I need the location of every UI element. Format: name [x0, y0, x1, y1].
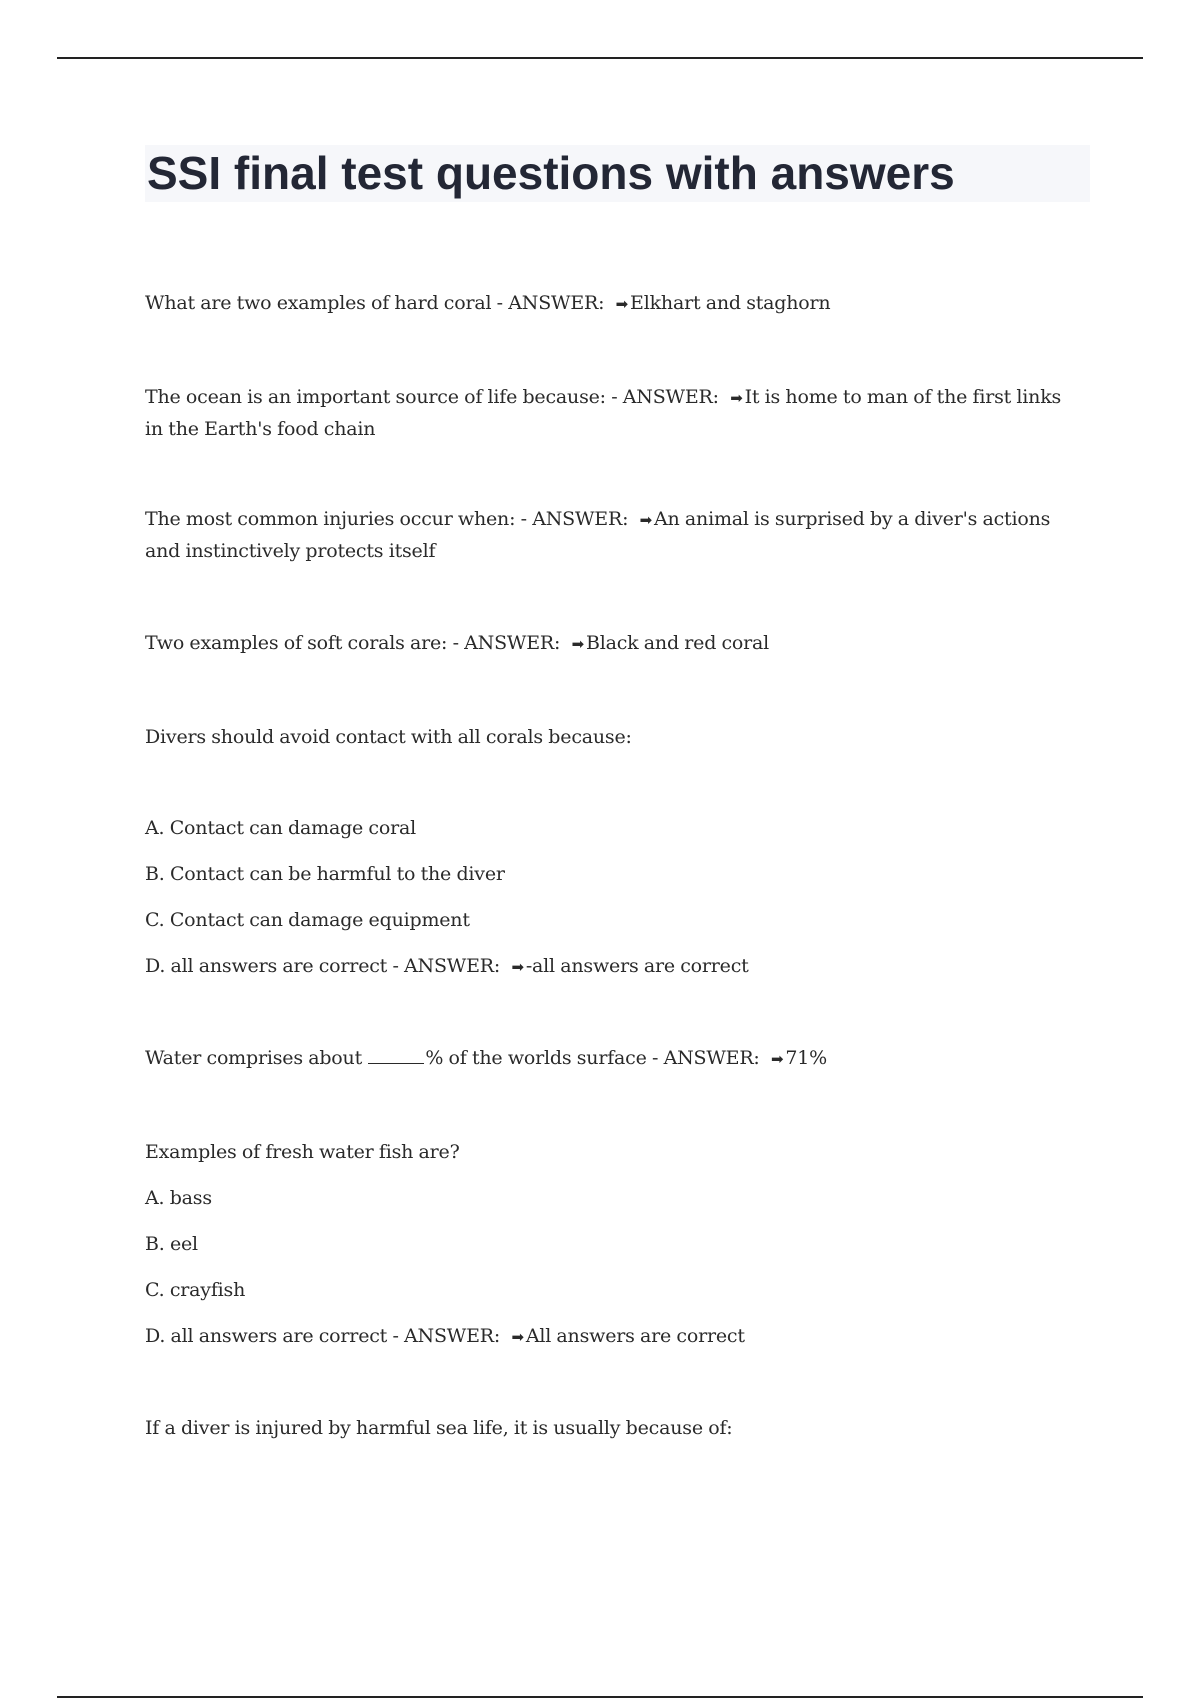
right-arrow-icon: ➡	[770, 1050, 784, 1068]
answer-label: ANSWER:	[464, 632, 561, 654]
answer-text: Elkhart and staghorn	[630, 292, 831, 314]
question-text: Water comprises about	[145, 1047, 363, 1069]
option-b: B. Contact can be harmful to the diver	[145, 863, 505, 885]
question-text: Examples of fresh water fish are?	[145, 1141, 460, 1163]
answer-text: and instinctively protects itself	[145, 540, 436, 562]
qa-item-7-question	[145, 1137, 1090, 1168]
right-arrow-icon: ➡	[730, 389, 743, 407]
qa-item-5-question	[145, 722, 1090, 753]
question-text: Two examples of soft corals are: -	[145, 632, 459, 654]
answer-label: ANSWER:	[663, 1047, 760, 1069]
option-text: D. all answers are correct -	[145, 955, 399, 977]
right-arrow-icon: ➡	[639, 511, 653, 529]
answer-label: ANSWER:	[532, 508, 629, 530]
answer-text: 71%	[785, 1047, 827, 1069]
option-c: C. Contact can damage equipment	[145, 909, 470, 931]
answer-label: ANSWER:	[404, 1325, 501, 1347]
top-rule	[57, 57, 1143, 59]
right-arrow-icon: ➡	[615, 295, 629, 313]
question-text: % of the worlds surface -	[425, 1047, 659, 1069]
answer-text: All answers are correct	[525, 1325, 745, 1347]
qa-item-3-continuation	[145, 536, 1090, 567]
qa-item-8-question	[145, 1413, 1090, 1444]
right-arrow-icon: ➡	[511, 958, 524, 976]
option-d	[145, 951, 1090, 983]
question-text: Divers should avoid contact with all corals because:	[145, 726, 632, 748]
qa-item-2-continuation	[145, 414, 1090, 445]
qa-item-3	[145, 504, 1090, 536]
answer-text: Black and red coral	[585, 632, 770, 654]
page-title: SSI final test questions with answers	[147, 147, 955, 199]
right-arrow-icon: ➡	[511, 1328, 524, 1346]
qa-content	[145, 288, 1090, 1444]
answer-text: It is home to man of the first links	[744, 386, 1062, 408]
answer-label: ANSWER:	[622, 386, 719, 408]
question-text: What are two examples of hard coral -	[145, 292, 503, 314]
bottom-rule	[57, 1696, 1143, 1698]
qa-item-4	[145, 628, 1090, 660]
qa-item-1	[145, 288, 1090, 320]
qa-item-6	[145, 1043, 1090, 1075]
option-text: D. all answers are correct -	[145, 1325, 399, 1347]
question-text: The ocean is an important source of life because: -	[145, 386, 618, 408]
option-d	[145, 1321, 1090, 1353]
answer-label: ANSWER:	[404, 955, 501, 977]
option-a: A. bass	[145, 1187, 212, 1209]
option-a: A. Contact can damage coral	[145, 817, 416, 839]
question-text: The most common injuries occur when: -	[145, 508, 527, 530]
title-banner	[145, 145, 1090, 202]
qa-item-2	[145, 382, 1090, 414]
fill-in-blank	[368, 1045, 424, 1064]
right-arrow-icon: ➡	[571, 635, 584, 653]
option-b: B. eel	[145, 1233, 198, 1255]
answer-label: ANSWER:	[508, 292, 605, 314]
option-c: C. crayfish	[145, 1279, 246, 1301]
answer-text: -all answers are correct	[525, 955, 749, 977]
answer-text: An animal is surprised by a diver's actions	[654, 508, 1051, 530]
question-text: If a diver is injured by harmful sea life, it is usually because of:	[145, 1417, 733, 1439]
answer-text: in the Earth's food chain	[145, 418, 376, 440]
